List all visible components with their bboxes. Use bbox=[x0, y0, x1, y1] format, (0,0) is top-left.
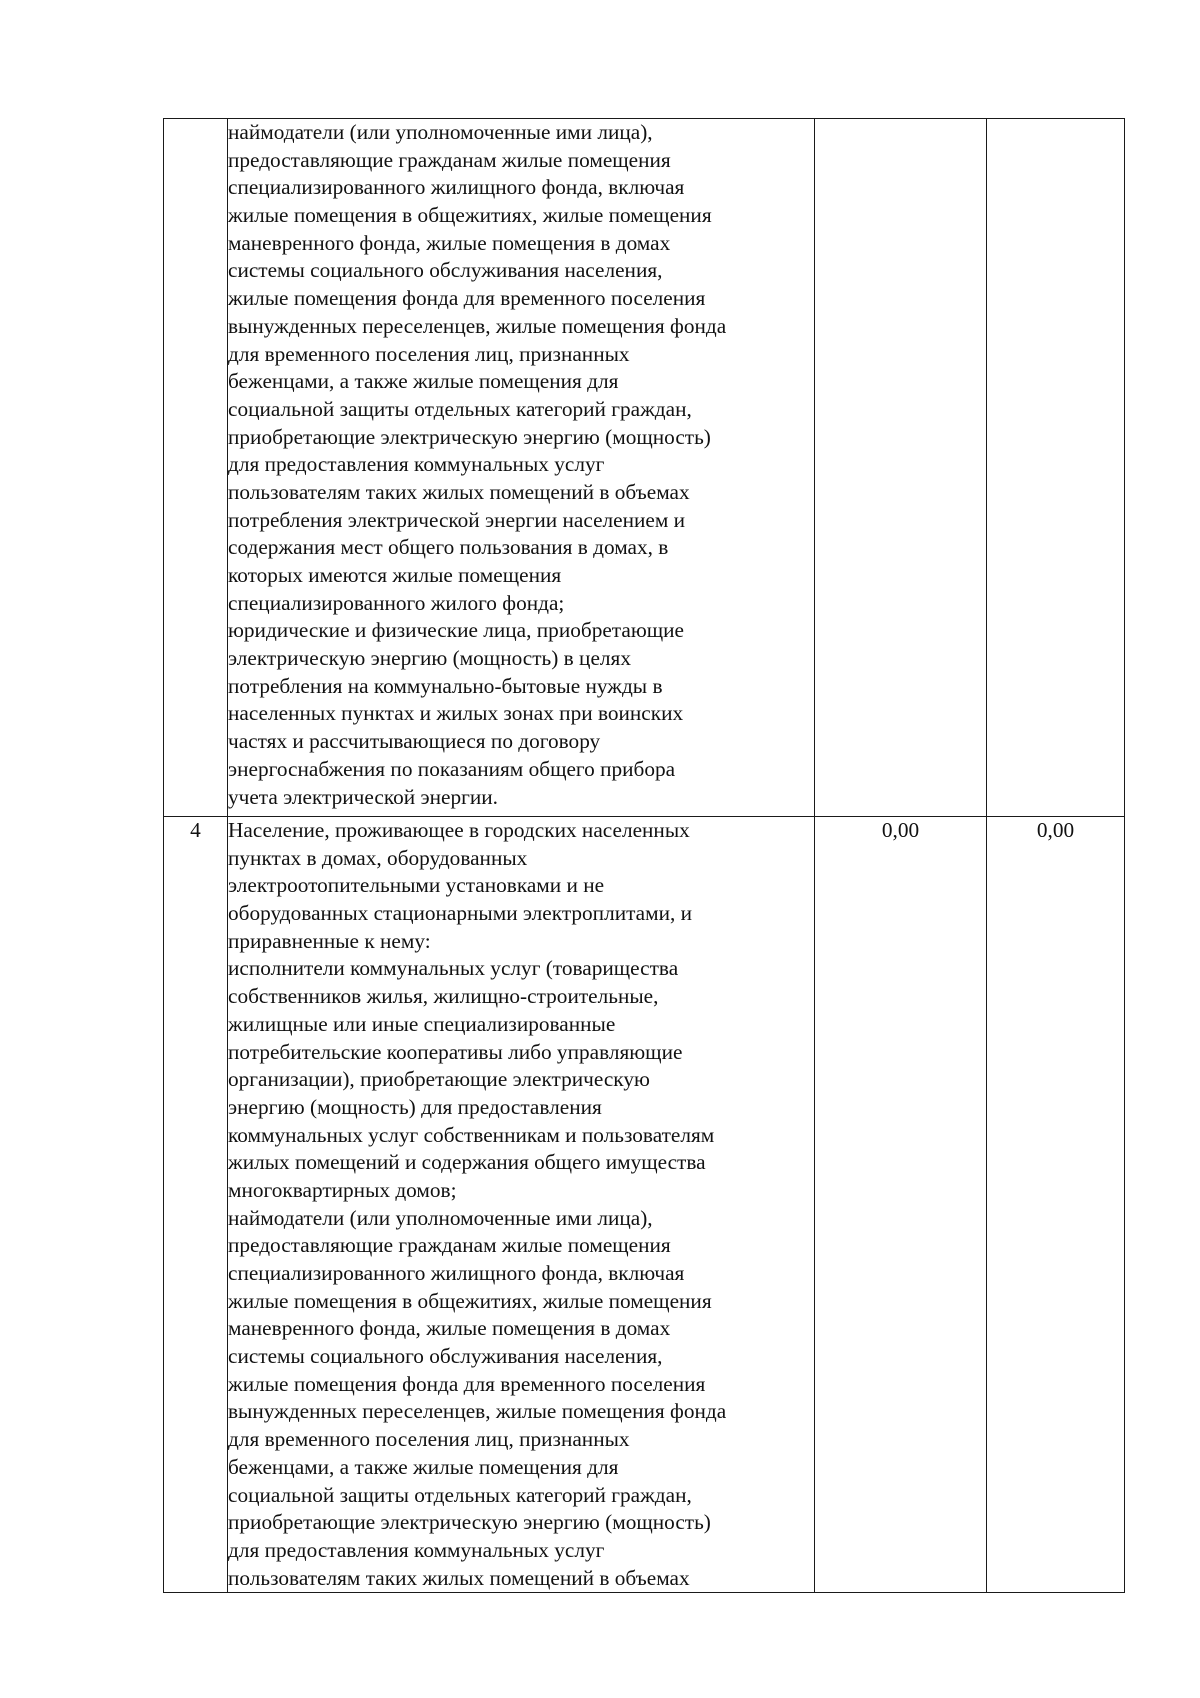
row-number-cell bbox=[164, 817, 228, 1593]
description-line: электроотопительными установками и не bbox=[228, 873, 605, 898]
description-line: беженцами, а также жилые помещения для bbox=[228, 1454, 619, 1479]
tariff-table bbox=[163, 118, 1125, 1593]
description-line: собственников жилья, жилищно-строительные, bbox=[228, 984, 659, 1009]
description-line: социальной защиты отдельных категорий граждан, bbox=[228, 396, 692, 421]
description-line: юридические и физические лица, приобретающие bbox=[228, 618, 684, 643]
description-line: для предоставления коммунальных услуг bbox=[228, 1537, 605, 1562]
description-line: пользователям таких жилых помещений в объемах bbox=[228, 1565, 690, 1590]
description-line: предоставляющие гражданам жилые помещения bbox=[228, 147, 671, 172]
description-line: вынужденных переселенцев, жилые помещения фонда bbox=[228, 1399, 727, 1424]
description-line: организации), приобретающие электрическую bbox=[228, 1067, 650, 1092]
description-line: жилые помещения фонда для временного поселения bbox=[228, 1371, 706, 1396]
value-2: 0,00 bbox=[1036, 818, 1075, 842]
description-line: приобретающие электрическую энергию (мощность) bbox=[228, 1510, 711, 1535]
description-line: содержания мест общего пользования в домах, в bbox=[228, 535, 669, 560]
description-line: жилые помещения фонда для временного поселения bbox=[228, 286, 706, 311]
description-line: потребления на коммунально-бытовые нужды в bbox=[228, 673, 663, 698]
description-line: для временного поселения лиц, признанных bbox=[228, 1427, 630, 1452]
description-line: потребительские кооперативы либо управляющие bbox=[228, 1039, 683, 1064]
description-cell bbox=[228, 817, 815, 1593]
description-line: Население, проживающее в городских населенных bbox=[228, 818, 690, 842]
description-line: приравненные к нему: bbox=[228, 928, 431, 953]
description-line: энергию (мощность) для предоставления bbox=[228, 1094, 602, 1119]
description-line: которых имеются жилые помещения bbox=[228, 563, 562, 587]
description-line: коммунальных услуг собственникам и пользователям bbox=[228, 1122, 715, 1147]
description-line: учета электрической энергии. bbox=[228, 784, 498, 809]
description-line: пользователям таких жилых помещений в объемах bbox=[228, 479, 690, 504]
description-line: наймодатели (или уполномоченные ими лица), bbox=[228, 1205, 653, 1230]
description-line: населенных пунктах и жилых зонах при воинских bbox=[228, 701, 684, 726]
description-line: электрическую энергию (мощность) в целях bbox=[228, 646, 631, 671]
description-cell bbox=[228, 119, 815, 817]
description-line: специализированного жилого фонда; bbox=[228, 590, 565, 615]
description-line: жилищные или иные специализированные bbox=[228, 1011, 616, 1036]
value-1: 0,00 bbox=[881, 818, 920, 842]
description-line: социальной защиты отдельных категорий граждан, bbox=[228, 1482, 692, 1507]
description-line: специализированного жилищного фонда, включая bbox=[228, 1261, 685, 1285]
description-line: для временного поселения лиц, признанных bbox=[228, 341, 630, 366]
description-line: пунктах в домах, оборудованных bbox=[228, 845, 528, 870]
description-line: частях и рассчитывающиеся по договору bbox=[228, 729, 601, 754]
description-line: энергоснабжения по показаниям общего прибора bbox=[228, 756, 676, 781]
description-line: специализированного жилищного фонда, включая bbox=[228, 175, 685, 200]
description-line: маневренного фонда, жилые помещения в домах bbox=[228, 1316, 671, 1341]
description-line: многоквартирных домов; bbox=[228, 1177, 457, 1202]
description-line: предоставляющие гражданам жилые помещения bbox=[228, 1233, 671, 1258]
row-number-cell bbox=[164, 119, 228, 817]
table-row bbox=[164, 817, 1125, 1593]
description-line: потребления электрической энергии населением и bbox=[228, 507, 686, 532]
table-row bbox=[164, 119, 1125, 817]
description-line: жилых помещений и содержания общего имущества bbox=[228, 1150, 706, 1175]
description-line: вынужденных переселенцев, жилые помещения фонда bbox=[228, 313, 727, 338]
description-line: системы социального обслуживания населения, bbox=[228, 258, 663, 283]
description-line: для предоставления коммунальных услуг bbox=[228, 452, 605, 477]
description-line: системы социального обслуживания населения, bbox=[228, 1344, 663, 1369]
description-line: исполнители коммунальных услуг (товарищества bbox=[228, 956, 679, 981]
description-line: беженцами, а также жилые помещения для bbox=[228, 369, 619, 394]
row-number: 4 bbox=[190, 818, 201, 842]
description-line: наймодатели (или уполномоченные ими лица), bbox=[228, 120, 653, 144]
description-line: оборудованных стационарными электроплитами, и bbox=[228, 901, 693, 926]
value-cell-1 bbox=[815, 817, 987, 1593]
description-line: жилые помещения в общежитиях, жилые помещения bbox=[228, 1288, 712, 1313]
value-cell-2 bbox=[987, 817, 1125, 1593]
value-cell-1 bbox=[815, 119, 987, 817]
value-cell-2 bbox=[987, 119, 1125, 817]
description-line: маневренного фонда, жилые помещения в домах bbox=[228, 230, 671, 255]
description-line: жилые помещения в общежитиях, жилые помещения bbox=[228, 203, 712, 228]
description-line: приобретающие электрическую энергию (мощность) bbox=[228, 424, 711, 449]
